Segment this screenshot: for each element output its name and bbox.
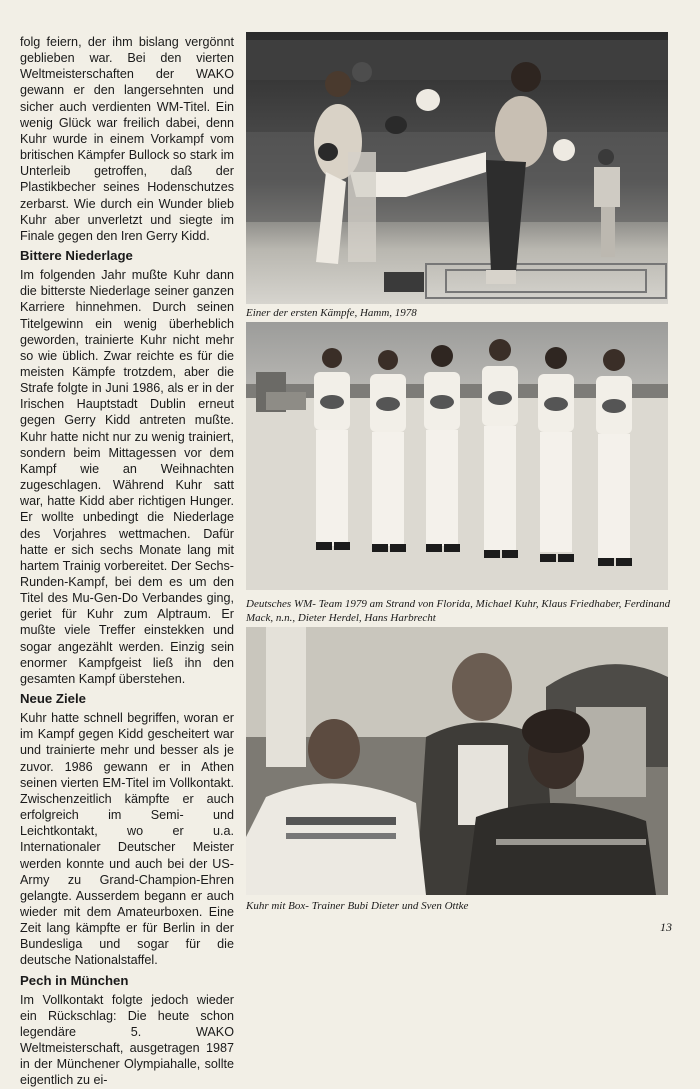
article-column <box>20 34 234 1089</box>
page-number: 13 <box>660 920 672 934</box>
article-paragraph-1: folg feiern, der ihm bislang vergönnt geblieben war. Bei den vierten Weltmeisterschaften der WAKO gewann er den langersehnten und sicher auch verdienten WM-Titel. Ein wenig Glück war freilich dabei, denn Kuhr wurde in einem Vorkampf vom britischen Kämpfer Bullock so stark im Unterleib getroffen, daß der Plastikbecher seines Hodenschutzes zerbarst. Wie durch ein Wunder blieb Kuhr aber unverletzt und siegte im Finale gegen den Iren Gerry Kidd. <box>20 35 234 243</box>
section-heading-neue-ziele: Neue Ziele <box>20 691 86 707</box>
section-heading-bittere-niederlage: Bittere Niederlage <box>20 248 133 264</box>
article-paragraph-3: Kuhr hatte schnell begriffen, woran er im Kampf gegen Kidd gescheitert war und trainierte mehr und besser als je zuvor. 1986 gewann er in Athen seinen vierten EM-Titel im Vollkontakt. Zwischenzeitlich kämpfte er auch erfolgreich im Semi- und Leichtkontakt, wo er u.a. Internationaler Deutscher Meister werden konnte und auch bei der US-Army zu Grand-Champion-Ehren gelangte. Ausserdem begann er auch wieder mit dem Amateurboxen. Eine Zeit lang kämpfte er für Berlin in der Bundesliga und sogar für die deutsche Nationalstaffel. <box>20 711 234 968</box>
caption-photo-2: Deutsches WM- Team 1979 am Strand von Florida, Michael Kuhr, Klaus Friedhaber, Ferdinand Mack, n.n., Dieter Herdel, Hans Harbrecht <box>246 598 671 624</box>
caption-photo-1: Einer der ersten Kämpfe, Hamm, 1978 <box>246 307 417 319</box>
photo-wm-team-florida <box>246 322 668 590</box>
article-paragraph-2: Im folgenden Jahr mußte Kuhr dann die bitterste Niederlage seiner ganzen Karriere hinnehmen. Durch seinen Titelgewinn ein wenig überheblich geworden, trainierte Kuhr nicht mehr so wie üblich. Zwar reichte es für die meisten Kämpfe trotzdem, aber die Strafe folgte in Juni 1986, als er in der Irischen Hauptstadt Dublin erneut gegen Gerry Kidd antreten mußte. Kuhr hatte nicht nur zu wenig trainiert, sondern beim Mittagessen vor dem Kampf wie an Weihnachten zugeschlagen. Während Kuhr satt war, hatte Kidd aber richtigen Hunger. Er wollte unbedingt die Niederlage des Vorjahres wettmachen. Dafür hatte er sich sechs Monate lang mit hartem Trainig vorbereitet. Der Sechs-Runden-Kampf, bei dem es um den Titel des Mu-Gen-Do Verbandes ging, geriet für Kuhr zum Alptraum. Er mußte viele Treffer einstekken und sogar angezählt werden. Einzig sein enormer Kampfgeist ließ ihn den gesamten Kampf überstehen. <box>20 268 234 686</box>
caption-photo-3: Kuhr mit Box- Trainer Bubi Dieter und Sven Ottke <box>246 900 469 912</box>
article-paragraph-4: Im Vollkontakt folgte jedoch wieder ein Rückschlag: Die heute schon legendäre 5. WAKO Weltmeisterschaft, ausgetragen 1987 in der Münchener Olympiahalle, sollte eigentlich zu ei- <box>20 992 234 1088</box>
photo-fight-hamm <box>246 32 668 304</box>
section-heading-pech-in-muenchen: Pech in München <box>20 972 129 988</box>
photo-kuhr-trainer-ottke <box>246 627 668 895</box>
